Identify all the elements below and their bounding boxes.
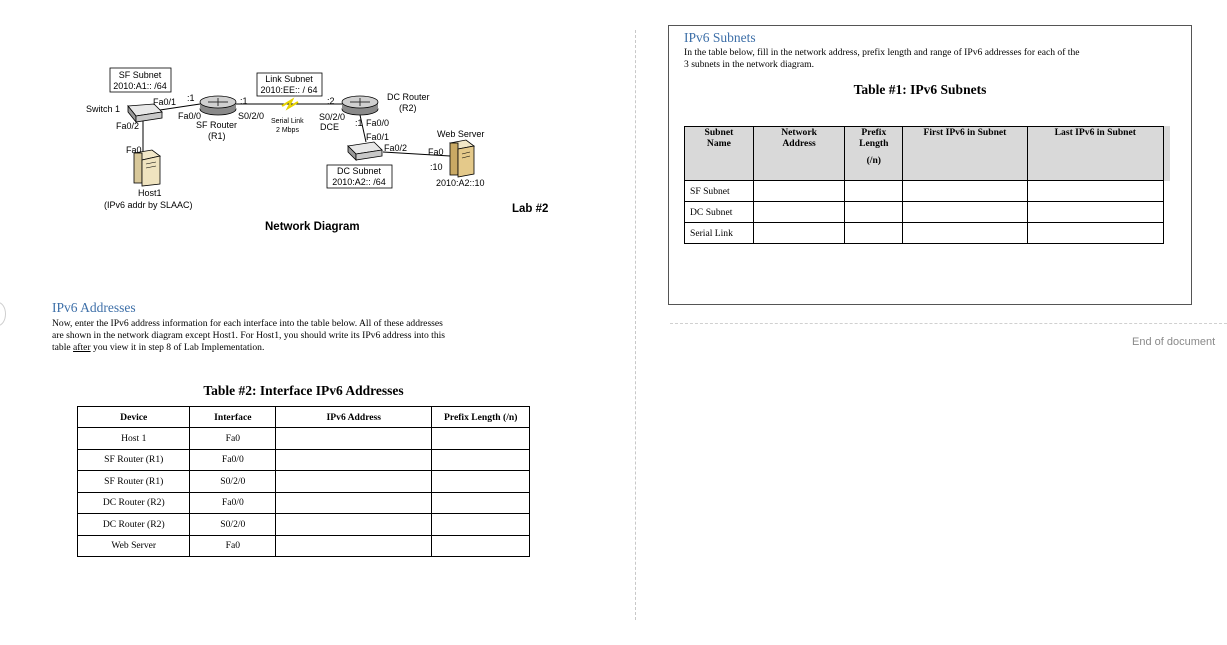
ipv6-address-cell[interactable] [276,492,432,514]
dc-subnet-title: DC Subnet [336,166,382,176]
prefix-length-cell[interactable] [432,492,530,514]
prefix-length-cell[interactable] [845,202,903,223]
interface-cell: Fa0/0 [190,449,276,471]
sf-router-icon [200,96,236,115]
r1-lan-host-label: :1 [187,93,195,103]
prefix-length-cell[interactable] [432,449,530,471]
table-row [78,449,530,471]
addresses-para-line3: table after you view it in step 8 of Lab Implementation. [52,342,265,353]
interface-cell: Fa0 [190,535,276,557]
subnet-name-cell: Serial Link [685,223,754,244]
col-last-ipv6: Last IPv6 in Subnet [1027,127,1163,181]
r2-lan-host-label: :1 [355,118,363,128]
col-interface: Interface [190,407,276,428]
sw2-fa02-label: Fa0/2 [384,143,408,153]
device-cell: Host 1 [78,428,190,450]
table-row [78,535,530,557]
end-of-document: End of document [1132,336,1216,348]
sf-router-label: SF Router [196,120,238,130]
first-ipv6-cell[interactable] [903,223,1027,244]
addresses-heading: IPv6 Addresses [52,300,136,315]
r2-fa00-label: Fa0/0 [366,118,390,128]
col-first-ipv6: First IPv6 in Subnet [903,127,1027,181]
table-row [685,223,1164,244]
interface-cell: Fa0/0 [190,492,276,514]
last-ipv6-cell[interactable] [1027,223,1163,244]
col-ipv6-address: IPv6 Address [276,407,432,428]
ipv6-address-cell[interactable] [276,449,432,471]
table-row [78,492,530,514]
dce-label: DCE [320,122,340,132]
subnets-table [684,126,1164,244]
interface-cell: Fa0 [190,428,276,450]
subnet-name-cell: SF Subnet [685,181,754,202]
sw2-fa01-label: Fa0/1 [366,132,390,142]
device-cell: SF Router (R1) [78,449,190,471]
last-ipv6-cell[interactable] [1027,202,1163,223]
host1-note: (IPv6 addr by SLAAC) [104,200,193,210]
first-ipv6-cell[interactable] [903,181,1027,202]
interface-addresses-table [77,406,530,557]
table2-title: Table #2: Interface IPv6 Addresses [203,383,404,398]
link-subnet-prefix: 2010:EE:: / 64 [260,85,318,95]
network-diagram [0,0,640,300]
prefix-length-cell[interactable] [845,181,903,202]
addresses-para-line2: are shown in the network diagram except Host1. For Host1, you should write its IPv6 address into this [52,330,446,341]
addresses-paragraph [52,318,542,354]
prefix-length-cell[interactable] [432,514,530,536]
page-divider [635,30,636,620]
web-server-icon [450,140,474,177]
host1-fa0-label: Fa0 [126,145,142,155]
r1-s020-label: S0/2/0 [238,111,265,121]
network-address-cell[interactable] [753,181,845,202]
switch-1-label: Switch 1 [86,104,121,114]
sf-router-id: (R1) [208,131,226,141]
col-device: Device [78,407,190,428]
sf-subnet-title: SF Subnet [118,70,162,80]
table-row [685,181,1164,202]
dc-router-icon [342,96,378,115]
sw1-fa02-label: Fa0/2 [116,121,140,131]
col-prefix-length: Prefix Length (/n) [845,127,903,181]
end-separator [670,323,1227,324]
prefix-length-cell[interactable] [432,535,530,557]
subnets-paragraph [684,47,1184,71]
addresses-para-line1: Now, enter the IPv6 address information for each interface into the table below. All of these addresses [52,318,443,329]
subnet-name-cell: DC Subnet [685,202,754,223]
device-cell: SF Router (R1) [78,471,190,493]
table-row [78,514,530,536]
dc-router-label: DC Router [387,92,430,102]
subnets-heading: IPv6 Subnets [684,30,756,45]
table1-title: Table #1: IPv6 Subnets [853,82,987,97]
ipv6-address-cell[interactable] [276,428,432,450]
table-row [78,471,530,493]
table-row [78,428,530,450]
host1-label: Host1 [138,188,162,198]
serial-link-bolt [282,100,298,108]
web-server-addr: 2010:A2::10 [436,178,485,188]
switch-2-icon [348,142,382,160]
device-cell: Web Server [78,535,190,557]
r1-wan-host-label: :1 [240,96,248,106]
prefix-length-cell[interactable] [845,223,903,244]
ipv6-address-cell[interactable] [276,535,432,557]
table-row [685,202,1164,223]
link-subnet-title: Link Subnet [265,74,313,84]
dc-subnet-prefix: 2010:A2:: /64 [332,177,386,187]
r2-s020-label: S0/2/0 [319,112,346,122]
ws-host-label: :10 [430,162,443,172]
sw1-fa01-label: Fa0/1 [153,97,177,107]
device-cell: DC Router (R2) [78,492,190,514]
r2-wan-host-label: :2 [327,96,335,106]
col-subnet-name: Subnet Name [685,127,754,181]
ws-fa0-label: Fa0 [428,147,444,157]
prefix-length-cell[interactable] [432,471,530,493]
web-server-label: Web Server [437,129,485,139]
prefix-length-cell[interactable] [432,428,530,450]
diagram-caption: Network Diagram [265,221,360,233]
interface-cell: S0/2/0 [190,471,276,493]
first-ipv6-cell[interactable] [903,202,1027,223]
network-address-cell[interactable] [753,202,845,223]
device-cell: DC Router (R2) [78,514,190,536]
interface-cell: S0/2/0 [190,514,276,536]
ipv6-address-cell[interactable] [276,471,432,493]
margin-marker [0,302,6,326]
host1-computer-icon [134,150,160,186]
network-address-cell[interactable] [753,223,845,244]
sf-subnet-prefix: 2010:A1:: /64 [113,81,167,91]
ipv6-address-cell[interactable] [276,514,432,536]
col-network-address: Network Address [753,127,845,181]
last-ipv6-cell[interactable] [1027,181,1163,202]
subnets-para-line2: 3 subnets in the network diagram. [684,59,815,70]
lab-label: Lab #2 [512,203,549,215]
dc-router-id: (R2) [399,103,417,113]
col-prefix-length: Prefix Length (/n) [432,407,530,428]
r1-fa00-label: Fa0/0 [178,111,202,121]
serial-link-label: Serial Link [271,118,304,125]
serial-speed-label: 2 Mbps [276,127,299,134]
subnets-para-line1: In the table below, fill in the network address, prefix length and range of IPv6 addresses for each of the [684,47,1080,58]
